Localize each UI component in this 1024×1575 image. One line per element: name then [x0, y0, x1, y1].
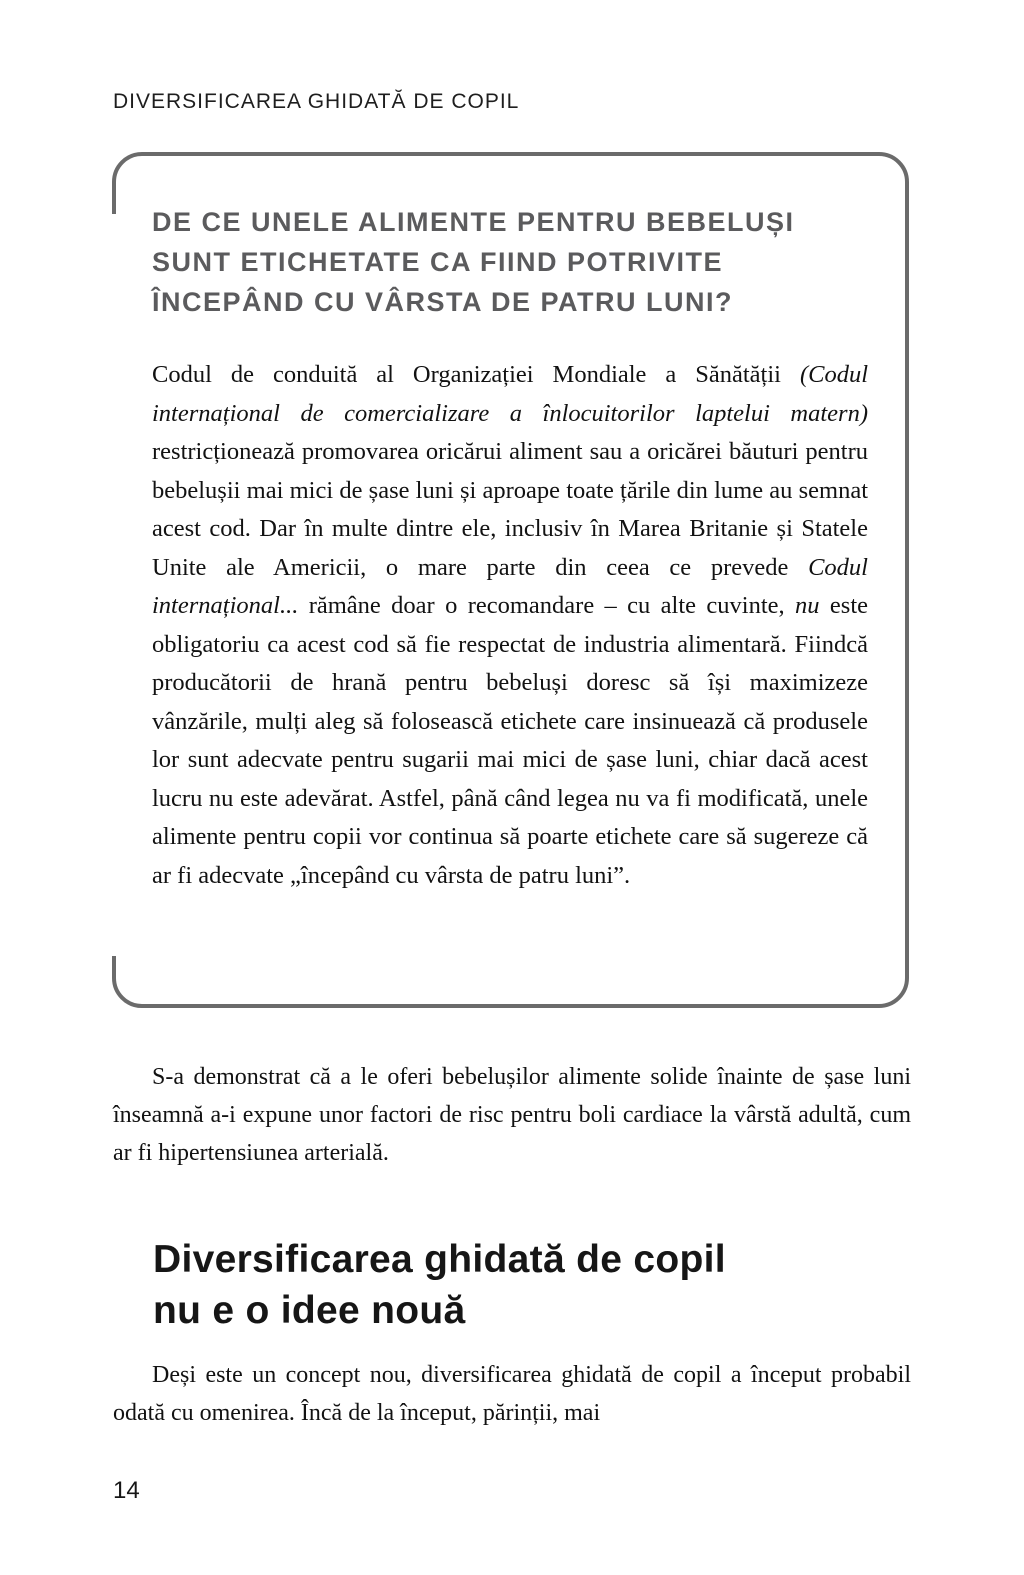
running-header: DIVERSIFICAREA GHIDATĂ DE COPIL — [113, 90, 520, 113]
callout-heading-line-1: DE CE UNELE ALIMENTE PENTRU BEBELUȘI — [152, 207, 795, 237]
section-heading-line-2: nu e o idee nouă — [153, 1289, 466, 1332]
paragraph-after-box: S-a demonstrat că a le oferi bebelușilor alimente solide înainte de șase luni înseamnă a-i expune unor factori de risc pentru boli cardiace la vârstă adultă, cum ar fi hipertensiunea arterială. — [113, 1064, 911, 1166]
section-heading-line-1: Diversificarea ghidată de copil — [153, 1238, 726, 1281]
callout-box — [112, 152, 909, 1008]
paragraph-intro: Deși este un concept nou, diversificarea ghidată de copil a început probabil odată cu omenirea. Încă de la început, părinții, mai — [113, 1362, 911, 1426]
page-number: 14 — [113, 1477, 140, 1504]
section-heading — [153, 1234, 726, 1336]
callout-border-gap — [112, 214, 116, 956]
callout-heading-line-2: SUNT ETICHETATE CA FIIND POTRIVITE — [152, 247, 724, 277]
callout-body-text: Codul de conduită al Organizației Mondiale a Sănătății (Codul internațional de comercializare a înlocuitorilor laptelui matern) restricționează promovarea oricărui aliment sau a oricărei băuturi pentru bebelușii mai mici de șase luni și aproape toate țările din lume au semnat acest cod. Dar în multe dintre ele, inclusiv în Marea Britanie și Statele Unite ale Americii, o mare parte din ceea ce prevede Codul internațional... rămâne doar o recomandare – cu alte cuvinte, nu este obligatoriu ca acest cod să fie respectat de industria alimentară. Fiindcă producătorii de hrană pentru bebeluși doresc să își maximizeze vânzările, mulți aleg să folosească etichete care insinuează că produsele lor sunt adecvate pentru sugarii mai mici de șase luni, chiar dacă acest lucru nu este adevărat. Astfel, până când legea nu va fi modificată, unele alimente pentru copii vor continua să poarte etichete care să sugereze că ar fi adecvate „începând cu vârsta de patru luni”. — [152, 361, 868, 889]
callout-heading — [152, 202, 868, 322]
callout-heading-line-3: ÎNCEPÂND CU VÂRSTA DE PATRU LUNI? — [152, 287, 733, 317]
